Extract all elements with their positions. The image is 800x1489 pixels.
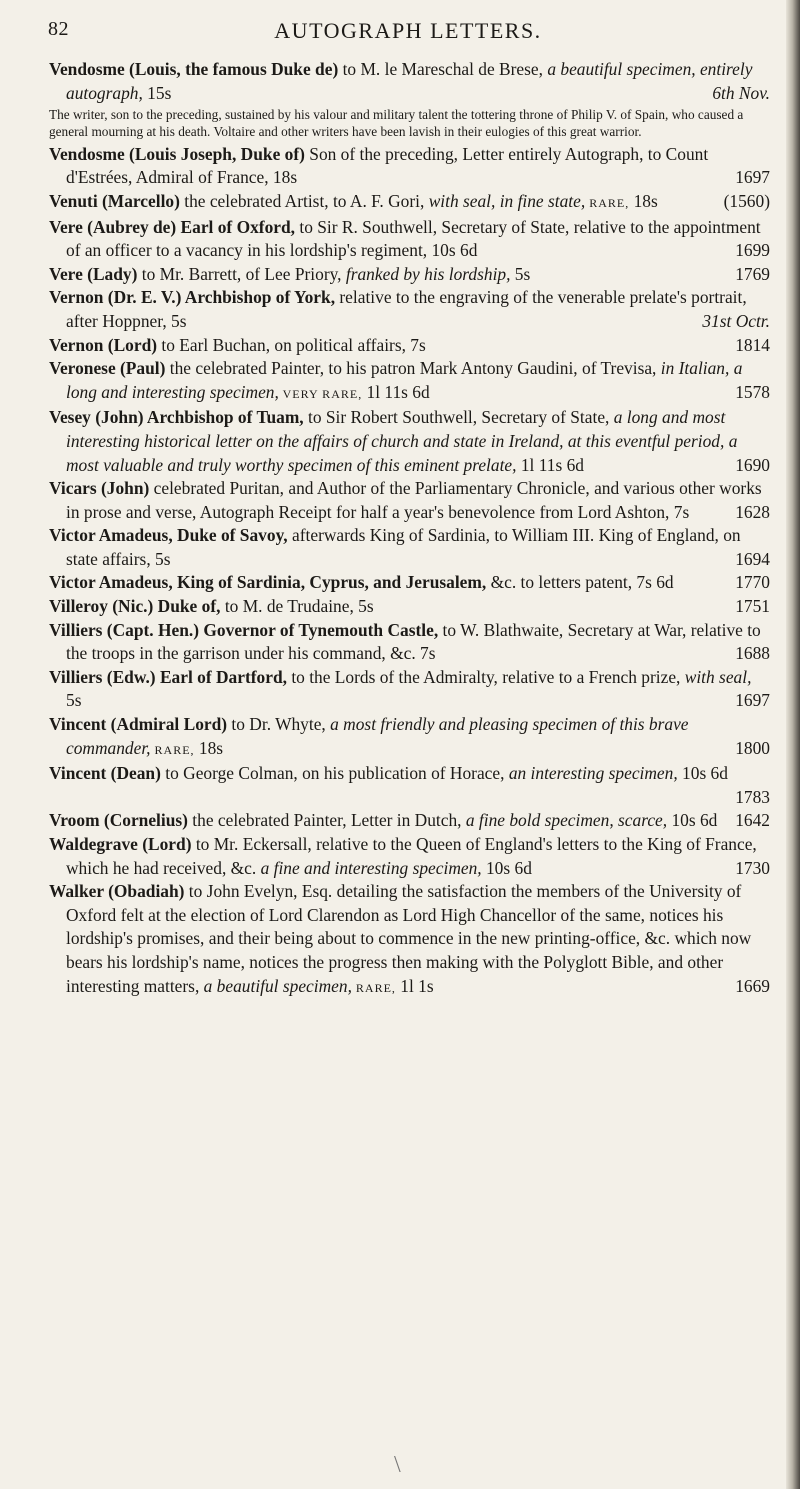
entry-description: relative to the engraving of the venerable prelate's portrait, after Hoppner, 5s <box>66 287 747 331</box>
entry-description: to Dr. Whyte, <box>227 714 331 735</box>
entry-price: 18s <box>194 737 224 758</box>
entry-description: the celebrated Painter, to his patron Mark Antony Gaudini, of Trevisa, <box>165 358 661 379</box>
entry-italic-note: a beautiful specimen, entirely autograph, <box>66 59 753 103</box>
catalogue-entry <box>49 143 770 190</box>
entry-name: Victor Amadeus, Duke of Savoy, <box>49 525 288 546</box>
entry-rarity: RARE, <box>351 980 396 995</box>
entry-name: Veronese (Paul) <box>49 358 166 379</box>
catalogue-entry <box>49 524 770 571</box>
entry-date: 1628 <box>735 501 770 522</box>
entry-description: to the Lords of the Admiralty, relative to a French prize, <box>286 666 685 687</box>
entry-date: 6th Nov. <box>712 82 770 103</box>
entry-name: Waldegrave (Lord) <box>49 834 192 854</box>
entry-description: the celebrated Painter, Letter in Dutch, <box>187 810 466 831</box>
entry-italic-note: with seal, <box>684 666 752 687</box>
entry-description: to W. Blathwaite, Secretary at War, relative to the troops in the garrison under his command, &c. 7s <box>66 619 761 664</box>
entry-date: 1688 <box>735 643 770 664</box>
entry-name: Walker (Obadiah) <box>49 881 185 902</box>
entry-rarity: RARE, <box>585 195 630 210</box>
entry-italic-note: in Italian, a long and interesting specimen, <box>66 358 743 402</box>
catalogue-entry <box>49 406 770 477</box>
entry-name: Vicars (John) <box>49 478 150 499</box>
entry-name: Vere (Aubrey de) Earl of Oxford, <box>49 216 296 237</box>
catalogue-entry <box>49 477 770 524</box>
entry-description: to Sir R. Southwell, Secretary of State, relative to the appointment of an officer to a vacancy in his lordship's regiment, 10s 6d <box>66 216 761 261</box>
entry-date: (1560) <box>723 190 770 211</box>
entry-date: 1769 <box>735 263 770 284</box>
entry-price: 1l 1s <box>395 975 434 996</box>
entry-date: 1770 <box>735 572 770 593</box>
catalogue-entry <box>49 357 770 406</box>
entry-date: 1730 <box>735 857 770 878</box>
entry-description: to Earl Buchan, on political affairs, 7s <box>157 334 426 355</box>
entry-italic-note: a fine and interesting specimen, <box>260 857 482 878</box>
entry-date: 1669 <box>735 975 770 996</box>
entry-date: 1699 <box>735 240 770 261</box>
entry-description: to Mr. Eckersall, relative to the Queen of England's letters to the King of France, which he had received, &c. <box>66 834 757 878</box>
page-number: 82 <box>48 18 69 40</box>
catalogue-entry <box>49 833 770 880</box>
entry-price: 1l 11s 6d <box>516 454 584 475</box>
entry-name: Vesey (John) Archbishop of Tuam, <box>49 407 304 428</box>
entry-date: 31st Octr. <box>702 310 770 331</box>
entry-italic-note: a long and most interesting historical letter on the affairs of church and state in Ireland, at this eventful period, a most valuable and truly worthy specimen of this eminent prelate, <box>66 407 738 475</box>
entry-price: 5s <box>66 690 82 711</box>
running-head: AUTOGRAPH LETTERS. <box>274 18 542 43</box>
entry-date: 1814 <box>735 334 770 355</box>
entry-list <box>49 58 770 1000</box>
entry-price: 18s <box>629 190 658 211</box>
entry-italic-note: franked by his lordship, <box>345 263 511 284</box>
entry-rarity: RARE, <box>150 742 195 757</box>
entry-date: 1751 <box>735 596 770 617</box>
entry-description: afterwards King of Sardinia, to William III. King of England, on state affairs, 5s <box>66 525 741 569</box>
catalogue-entry <box>49 216 770 263</box>
catalogue-entry <box>49 809 770 833</box>
entry-italic-note: a most friendly and pleasing specimen of this brave commander, <box>66 714 689 758</box>
entry-date: 1800 <box>735 737 770 758</box>
entry-name: Vroom (Cornelius) <box>49 810 188 831</box>
entry-price: 10s 6d <box>667 810 718 831</box>
entry-price: 15s <box>142 82 172 103</box>
entry-name: Vendosme (Louis, the famous Duke de) <box>49 59 339 79</box>
entry-rarity: VERY RARE, <box>278 386 363 401</box>
entry-description: to Sir Robert Southwell, Secretary of State, <box>303 407 614 428</box>
catalogue-entry <box>49 619 770 666</box>
entry-description: to M. de Trudaine, 5s <box>220 596 374 617</box>
entry-description: to John Evelyn, Esq. detailing the satisfaction the members of the University of Oxford felt at the election of Lord Clarendon as Lord High Chancellor of the same, notices his lordship's promises, and their being about to commence in the new printing-office, &c. which now bears his lordship's name, notices the progress then making with the Polyglott Bible, and other interesting matters, <box>66 881 752 996</box>
entry-name: Vernon (Dr. E. V.) Archbishop of York, <box>49 287 336 308</box>
entry-description: celebrated Puritan, and Author of the Parliamentary Chronicle, and various other works in prose and verse, Autograph Receipt for half a year's benevolence from Lord Ashton, 7s <box>66 478 762 522</box>
entry-name: Villeroy (Nic.) Duke of, <box>49 596 221 617</box>
entry-italic-note: a fine bold specimen, scarce, <box>465 810 668 831</box>
entry-name: Villiers (Edw.) Earl of Dartford, <box>49 666 287 687</box>
catalogue-entry <box>49 666 770 713</box>
entry-price: 1l 11s 6d <box>362 381 430 402</box>
entry-description: Son of the preceding, Letter entirely Autograph, to Count d'Estrées, Admiral of France, 18s <box>66 143 709 188</box>
entry-italic-note: with seal, in fine state, <box>428 190 586 211</box>
entry-footnote: The writer, son to the preceding, sustained by his valour and military talent the tottering throne of Philip V. of Spain, who caused a general mourning at his death. Voltaire and other writers have been lavish in their eulogies of this great warrior. <box>49 107 744 139</box>
catalogue-entry <box>49 571 770 595</box>
entry-italic-note: an interesting specimen, <box>508 763 678 784</box>
catalogue-entry <box>49 762 770 809</box>
entry-name: Vere (Lady) <box>49 263 138 284</box>
entry-date: 1694 <box>735 548 770 569</box>
catalogue-entry <box>49 880 770 1000</box>
entry-description: &c. to letters patent, 7s 6d <box>486 572 674 593</box>
catalogue-entry <box>49 58 770 105</box>
catalogue-entry <box>49 286 770 333</box>
entry-price: 10s 6d <box>481 857 532 878</box>
entry-name: Vendosme (Louis Joseph, Duke of) <box>49 143 305 164</box>
entry-description: to M. le Mareschal de Brese, <box>338 59 548 79</box>
page-header <box>48 18 768 52</box>
catalogue-entry <box>49 595 770 619</box>
entry-description: to George Colman, on his publication of Horace, <box>160 763 509 784</box>
entry-date: 1642 <box>735 810 770 831</box>
entry-price: 10s 6d <box>677 763 728 784</box>
entry-name: Victor Amadeus, King of Sardinia, Cyprus, and Jerusalem, <box>49 572 487 593</box>
entry-date: 1690 <box>735 454 770 475</box>
page-footer-mark: \ <box>394 1452 401 1478</box>
entry-name: Vincent (Dean) <box>49 763 161 784</box>
entry-date: 1578 <box>735 381 770 402</box>
entry-italic-note: a beautiful specimen, <box>203 975 352 996</box>
catalogue-entry <box>49 334 770 358</box>
entry-price: 5s <box>510 263 531 284</box>
entry-description: to Mr. Barrett, of Lee Priory, <box>137 263 346 284</box>
entry-name: Vernon (Lord) <box>49 334 158 355</box>
entry-name: Villiers (Capt. Hen.) Governor of Tynemouth Castle, <box>49 619 439 640</box>
entry-date: 1697 <box>735 690 770 711</box>
catalogue-entry <box>49 713 770 762</box>
entry-name: Vincent (Admiral Lord) <box>49 714 228 735</box>
page-edge-shadow <box>786 0 800 1489</box>
catalogue-entry <box>49 263 770 287</box>
entry-description: the celebrated Artist, to A. F. Gori, <box>179 190 429 211</box>
entry-date: 1697 <box>735 167 770 188</box>
entry-date: 1783 <box>735 786 770 807</box>
entry-name: Venuti (Marcello) <box>49 190 180 211</box>
catalogue-entry <box>49 190 770 216</box>
